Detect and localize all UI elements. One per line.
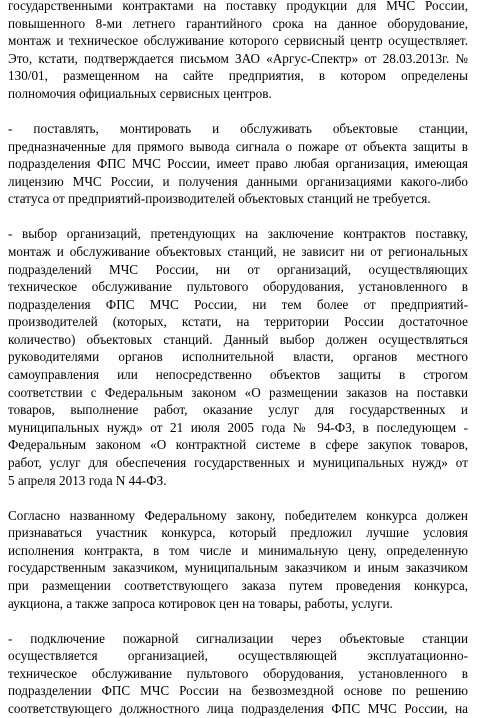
paragraph-contracts-warranty [8,0,468,103]
text-line: полномочия официальных сервисных центров. [8,85,272,101]
text-line: Это, кстати, подтверждается письмом ЗАО «Аргус-Спектр» от 28.03.2013г. № [8,50,468,66]
text-line: подразделении ФПС МЧС России на безвозмездной основе по решению [8,683,468,699]
text-line: муниципальных нужд» от 21 июля 2005 года № 94-ФЗ, в последующем - [8,419,468,435]
text-line: - подключение пожарной сигнализации через объектовые станции [8,630,468,646]
text-line: осуществляется организацией, осуществляющей эксплуатационно- [8,648,468,664]
paragraph-winner [8,507,468,613]
text-line: подразделения ФПС МЧС России, ни тем более от предприятий- [8,296,468,312]
paragraph-connection [8,630,468,718]
text-line: при размещении соответствующего заказа путем проведения конкурса, [8,577,468,593]
paragraph-selection-law [8,225,468,489]
text-line: производителей (которых, кстати, на территории России достаточное [8,314,468,330]
text-line: техническое обслуживание пультового оборудования, установленного в [8,279,468,295]
paragraph-gap [8,208,468,225]
text-line: работ, услуг для обеспечения государственных и муниципальных нужд» от [8,455,468,471]
text-line: монтаж и обслуживание объектовых станций, не зависит ни от региональных [8,243,468,259]
text-line: подразделения ФПС МЧС России, имеет право любая организация, имеющая [8,156,468,172]
text-line: повышенного 8-ми летнего гарантийного срока на данное оборудование, [8,15,468,31]
text-line: техническое обслуживание пультового оборудования, установленного в [8,665,468,681]
text-line: количество) объектовых станций. Данный выбор должен осуществляться [8,331,468,347]
text-line: руководителями органов исполнительной власти, органов местного [8,349,468,365]
text-line: Федеральным законом «О контрактной системе в сфере закупок товаров, [8,437,468,453]
paragraph-gap [8,489,468,506]
text-line: государственным заказчиком, муниципальным заказчиком и иным заказчиком [8,560,468,576]
text-line: подразделений МЧС России, ни от организаций, осуществляющих [8,261,468,277]
document-body [8,0,468,718]
text-line: соответствующего должностного лица подразделения ФПС МЧС России, на [8,700,468,716]
text-line: Согласно названному Федеральному закону, победителем конкурса должен [8,507,468,523]
text-line: 130/01, размещенном на сайте предприятия, в котором определены [8,68,468,84]
text-line: - поставлять, монтировать и обслуживать объектовые станции, [8,120,468,136]
text-line: государственными контрактами на поставку продукции для МЧС России, [8,0,468,13]
text-line: признаваться участник конкурса, который предложил лучшие условия [8,525,468,541]
text-line: соответствии с Федеральным законом «О размещении заказов на поставки [8,384,468,400]
text-line: монтаж и техническое обслуживание которого сервисный центр осуществляет. [8,33,468,49]
text-line: лицензию МЧС России, и получения данными организациями какого-либо [8,173,468,189]
paragraph-gap [8,612,468,629]
text-line: товаров, выполнение работ, оказание услуг для государственных и [8,402,468,418]
text-line: исполнения контракта, в том числе и минимальную цену, определенную [8,542,468,558]
paragraph-gap [8,103,468,120]
text-line: самоуправления или непосредственно объектов защиты в строгом [8,367,468,383]
text-line: статуса от предприятий-производителей объектовых станций не требуется. [8,191,431,207]
paragraph-install-rights [8,120,468,208]
text-line: - выбор организаций, претендующих на заключение контрактов поставку, [8,226,468,242]
text-line: аукциона, а также запроса котировок цен на товары, работы, услуги. [8,595,393,611]
text-line: предназначенные для прямого вывода сигнала о пожаре от объекта защиты в [8,138,468,154]
text-line: 5 апреля 2013 года N 44-ФЗ. [8,472,167,488]
